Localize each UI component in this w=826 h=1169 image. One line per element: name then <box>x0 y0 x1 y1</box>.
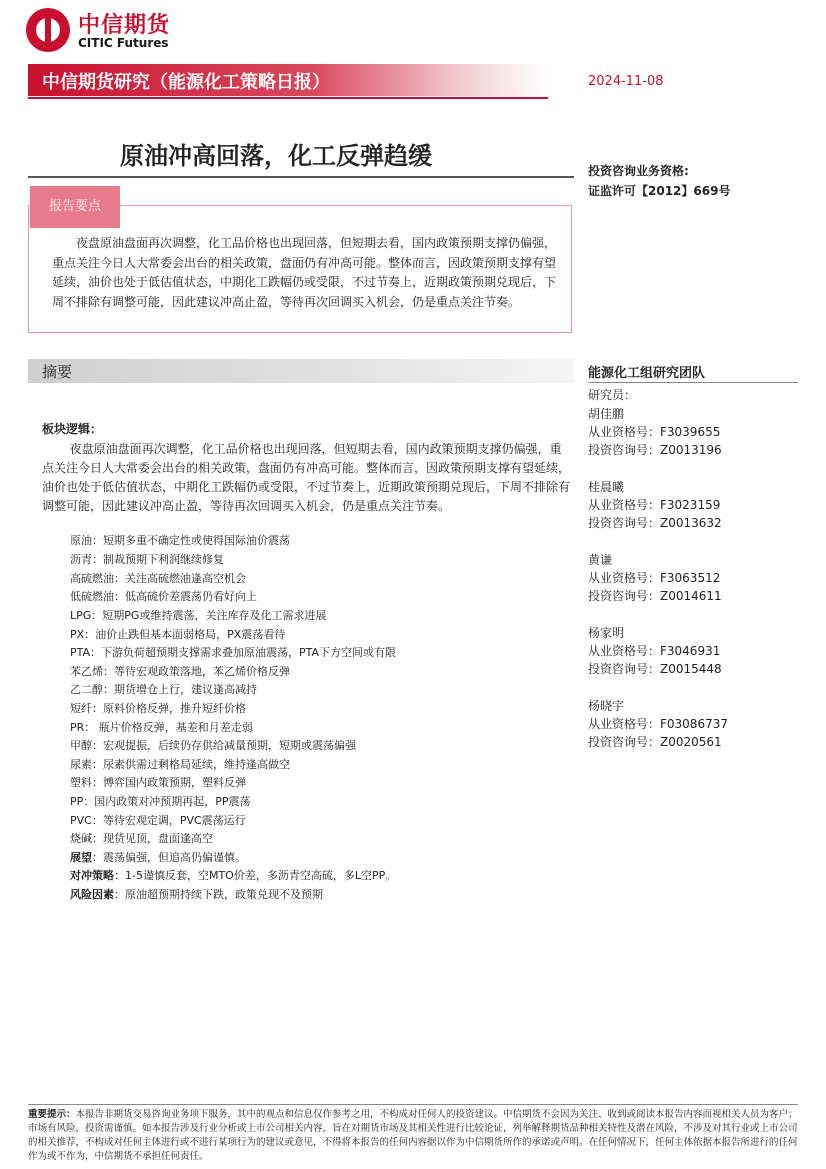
list-item: 甲醇：宏观提振，后续仍存供给减量预期，短期或震荡偏强 <box>70 739 356 752</box>
abstract-header-bar <box>28 359 574 383</box>
risk-text: ：原油超预期持续下跌，政策兑现不及预期 <box>114 888 323 901</box>
team-divider <box>588 382 798 383</box>
qualification-license: 证监许可【2012】669号 <box>588 184 731 198</box>
disclaimer <box>28 1108 800 1164</box>
member-name: 杨晓宇 <box>588 699 625 713</box>
risk-label: 风险因素 <box>70 888 114 901</box>
footer-divider <box>28 1104 798 1105</box>
list-item: PP：国内政策对冲预期再起，PP震荡 <box>70 795 251 808</box>
key-points-tab: 报告要点 <box>30 186 120 228</box>
key-points-text: 夜盘原油盘面再次调整，化工品价格也出现回落，但短期去看，国内政策预期支撑仍偏强，重点关注今日人大常委会出台的相关政策，盘面仍有冲高可能。整体而言，因政策预期支撑有望延续，油价也处于低估值状态，中期化工跌幅仍或受限，不过节奏上，近期政策预期兑现后，下周不排除有调整可能，因此建议冲高止盈，等待再次回调买入机会，仍是重点关注节奏。 <box>52 236 557 309</box>
list-item: 苯乙烯：等待宏观政策落地，苯乙烯价格反弹 <box>70 665 290 678</box>
list-item: LPG：短期PG或维持震荡，关注库存及化工需求进展 <box>70 609 327 622</box>
member-license: 从业资格号：F3023159 <box>588 498 721 512</box>
disclaimer-label: 重要提示： <box>28 1109 76 1120</box>
list-item: 烧碱：现货见顶，盘面逢高空 <box>70 832 213 845</box>
member-name: 桂晨曦 <box>588 480 625 494</box>
qualification-label: 投资咨询业务资格: <box>588 164 689 178</box>
team-title: 能源化工组研究团队 <box>588 366 706 381</box>
list-item: PVC：等待宏观定调，PVC震荡运行 <box>70 814 246 827</box>
page-title: 原油冲高回落，化工反弹趋缓 <box>120 142 432 170</box>
list-item: PR： 瓶片价格反弹，基差和月差走弱 <box>70 721 253 734</box>
list-item: 高硫燃油：关注高硫燃油逢高空机会 <box>70 572 246 585</box>
team-role: 研究员： <box>588 388 637 402</box>
abstract-paragraph: 夜盘原油盘面再次调整，化工品价格也出现回落，但短期去看，国内政策预期支撑仍偏强，重点关注今日人大常委会出台的相关政策，盘面仍有冲高可能。整体而言，因政策预期支撑有望延续，油价也处于低估值状态，中期化工跌幅仍或受限，不过节奏上，近期政策预期兑现后，下周不排除有调整可能，因此建议冲高止盈，等待再次回调买入机会，仍是重点关注节奏。 <box>42 442 571 513</box>
member-consult: 投资咨询号：Z0015448 <box>588 662 722 676</box>
member-consult: 投资咨询号：Z0020561 <box>588 735 722 749</box>
list-item: PTA：下游负荷超预期支撑需求叠加原油震荡，PTA下方空间或有限 <box>70 646 397 659</box>
risk-line <box>70 886 323 902</box>
outlook-line <box>70 849 246 865</box>
member-consult: 投资咨询号：Z0014611 <box>588 589 722 603</box>
title-divider <box>28 176 574 178</box>
member-license: 从业资格号：F03086737 <box>588 717 728 731</box>
list-item: PX：油价止跌但基本面弱格局，PX震荡看待 <box>70 628 286 641</box>
outlook-label: 展望 <box>70 851 92 864</box>
strategy-text: ：1-5谨慎反套，空MTO价差，多沥青空高硫，多L空PP。 <box>114 869 397 882</box>
list-item: 尿素：尿素供需过剩格局延续，维持逢高做空 <box>70 758 290 771</box>
abstract-heading: 摘要 <box>42 363 73 381</box>
list-item: 沥青：制裁预期下利润继续修复 <box>70 553 224 566</box>
list-item: 乙二醇：期货增仓上行，建议逢高减持 <box>70 683 257 696</box>
report-date: 2024-11-08 <box>588 74 664 89</box>
strategy-label: 对冲策略 <box>70 869 114 882</box>
member-license: 从业资格号：F3039655 <box>588 425 721 439</box>
list-item: 短纤：原料价格反弹，推升短纤价格 <box>70 702 246 715</box>
member-name: 胡佳鹏 <box>588 407 625 421</box>
outlook-text: ：震荡偏强，但追高仍偏谨慎。 <box>92 851 246 864</box>
banner-underline <box>28 97 548 99</box>
list-item: 塑料：博弈国内政策预期，塑料反弹 <box>70 776 246 789</box>
logo-chinese-name: 中信期货 <box>78 13 171 38</box>
member-consult: 投资咨询号：Z0013632 <box>588 516 722 530</box>
member-consult: 投资咨询号：Z0013196 <box>588 443 722 457</box>
member-name: 黄谦 <box>588 553 613 567</box>
disclaimer-text: 本报告非期货交易咨询业务项下服务，其中的观点和信息仅作参考之用，不构成对任何人的投资建议。中信期货不会因为关注、收到或阅读本报告内容而视相关人员为客户；市场有风险，投资需谨慎。如本报告涉及行业分析或上市公司相关内容，旨在对期货市场及其相关性进行比较论证，列举解释期货品种相关特性及潜在风险，不涉及对其行业或上市公司的相关推荐，不构成对任何主体进行或不进行某项行为的建议或意见，不得将本报告的任何内容据以作为中信期货所作的承诺或声明。在任何情况下，任何主体依据本报告所进行的任何作为或不作为，中信期货不承担任何责任。 <box>28 1109 798 1162</box>
strategy-line <box>70 867 396 883</box>
member-license: 从业资格号：F3063512 <box>588 571 721 585</box>
list-item: 低硫燃油：低高硫价差震荡仍看好向上 <box>70 590 257 603</box>
list-item: 原油：短期多重不确定性或使得国际油价震荡 <box>70 534 290 547</box>
section-heading: 板块逻辑： <box>42 422 103 436</box>
member-license: 从业资格号：F3046931 <box>588 644 721 658</box>
member-name: 杨家明 <box>588 626 625 640</box>
citic-logo-icon <box>26 8 70 52</box>
logo-english-name: CITIC Futures <box>78 36 169 50</box>
banner-title: 中信期货研究（能源化工策略日报） <box>42 72 330 93</box>
